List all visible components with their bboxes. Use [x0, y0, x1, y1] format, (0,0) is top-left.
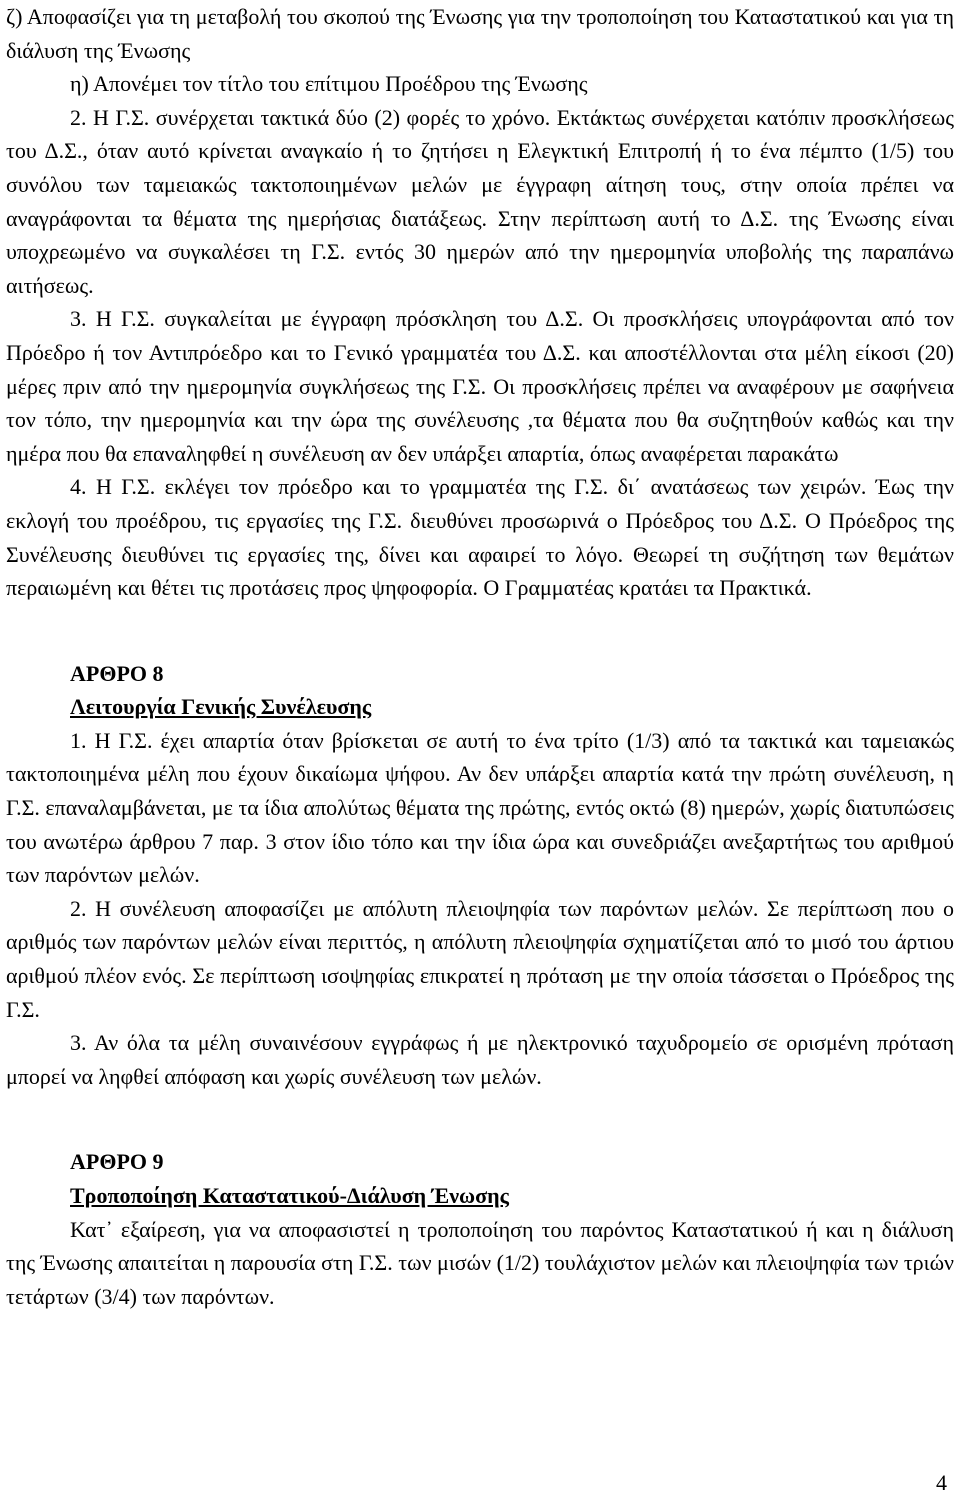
article-8-subheading: Λειτουργία Γενικής Συνέλευσης [70, 694, 372, 720]
article-8-paragraph-1: 1. Η Γ.Σ. έχει απαρτία όταν βρίσκεται σε αυτή το ένα τρίτο (1/3) από τα τακτικά και ταμειακώς τακτοποιημένα μέλη που έχουν δικαίωμα ψήφου. Αν δεν υπάρξει απαρτία κατά την πρώτη συνέλευση, η Γ.Σ. επαναλαμβάνεται, με τα ίδια απολύτως θέματα της πρώτης, εντός οκτώ (8) ημερών, χωρίς διατυπώσεις του ανωτέρω άρθρου 7 παρ. 3 στον ίδιο τόπο και την ίδια ώρα και συνεδριάζει ανεξαρτήτως του αριθμού των παρόντων μελών. [6, 727, 954, 888]
document-page [6, 0, 954, 1313]
article-8-paragraph-2: 2. Η συνέλευση αποφασίζει με απόλυτη πλειοψηφία των παρόντων μελών. Σε περίπτωση που ο αριθμός των παρόντων μελών είναι περιττός, η απόλυτη πλειοψηφία σχηματίζεται από το μισό του άρτιου αριθμού πλέον ενός. Σε περίπτωση ισοψηφίας επικρατεί η πρόταση με την οποία τάσσεται ο Πρόεδρος της Γ.Σ. [6, 895, 954, 1022]
article-9-paragraph-1: Κατ᾽ εξαίρεση, για να αποφασιστεί η τροποποίηση του παρόντος Καταστατικού ή και η διάλυση της Ένωσης απαιτείται η παρουσία στη Γ.Σ. των μισών (1/2) τουλάχιστον μελών και πλειοψηφία των τριών τετάρτων (3/4) των παρόντων. [6, 1216, 954, 1309]
item-h: η) Απονέμει τον τίτλο του επίτιμου Προέδρου της Ένωσης [70, 71, 588, 97]
article-8-heading: ΑΡΘΡΟ 8 [70, 660, 164, 686]
paragraph-4: 4. Η Γ.Σ. εκλέγει τον πρόεδρο και το γραμματέα της Γ.Σ. δι΄ ανατάσεως των χειρών. Έως την εκλογή του προέδρου, τις εργασίες της Γ.Σ. διευθύνει προσωρινά ο Πρόεδρος του Δ.Σ. Ο Πρόεδρος της Συνέλευσης διευθύνει τις εργασίες της, δίνει και αφαιρεί το λόγο. Θεωρεί τη συζήτηση των θεμάτων περαιωμένη και θέτει τις προτάσεις προς ψηφοφορία. Ο Γραμματέας κρατάει τα Πρακτικά. [6, 474, 954, 601]
page-number: 4 [936, 1470, 947, 1495]
item-z: ζ) Αποφασίζει για τη μεταβολή του σκοπού της Ένωσης για την τροποποίηση του Καταστατικού και για τη διάλυση της Ένωσης [6, 4, 954, 63]
article-9-subheading: Τροποποίηση Καταστατικού-Διάλυση Ένωσης [70, 1183, 509, 1208]
paragraph-3: 3. Η Γ.Σ. συγκαλείται με έγγραφη πρόσκληση του Δ.Σ. Οι προσκλήσεις υπογράφονται από τον Πρόεδρο ή τον Αντιπρόεδρο και το Γενικό γραμματέα του Δ.Σ. και αποστέλλονται στα μέλη είκοσι (20) μέρες πριν από την ημερομηνία συγκλήσεως της Γ.Σ. Οι προσκλήσεις πρέπει να αναφέρουν με σαφήνεια τον τόπο, την ημερομηνία και την ώρα της συνέλευσης ,τα θέματα που θα συζητηθούν καθώς και την ημέρα που θα επαναληφθεί η συνέλευση αν δεν υπάρξει απαρτία, όπως αναφέρεται παρακάτω [6, 306, 954, 466]
article-8-paragraph-3: 3. Αν όλα τα μέλη συναινέσουν εγγράφως ή με ηλεκτρονικό ταχυδρομείο σε ορισμένη πρόταση μπορεί να ληφθεί απόφαση και χωρίς συνέλευση των μελών. [6, 1030, 954, 1089]
article-9-heading: ΑΡΘΡΟ 9 [70, 1149, 164, 1175]
paragraph-2: 2. Η Γ.Σ. συνέρχεται τακτικά δύο (2) φορές το χρόνο. Εκτάκτως συνέρχεται κατόπιν προσκλήσεως του Δ.Σ., όταν αυτό κρίνεται αναγκαίο ή το ζητήσει η Ελεγκτική Επιτροπή ή το ένα πέμπτο (1/5) του συνόλου των ταμειακώς τακτοποιημένων μελών με έγγραφη αίτηση τους, στην οποία πρέπει να αναγράφονται τα θέματα της ημερήσιας διατάξεως. Στην περίπτωση αυτή το Δ.Σ. της Ένωσης είναι υποχρεωμένο να συγκαλέσει τη Γ.Σ. εντός 30 ημερών από την ημερομηνία υποβολής της παραπάνω αιτήσεως. [6, 104, 954, 298]
